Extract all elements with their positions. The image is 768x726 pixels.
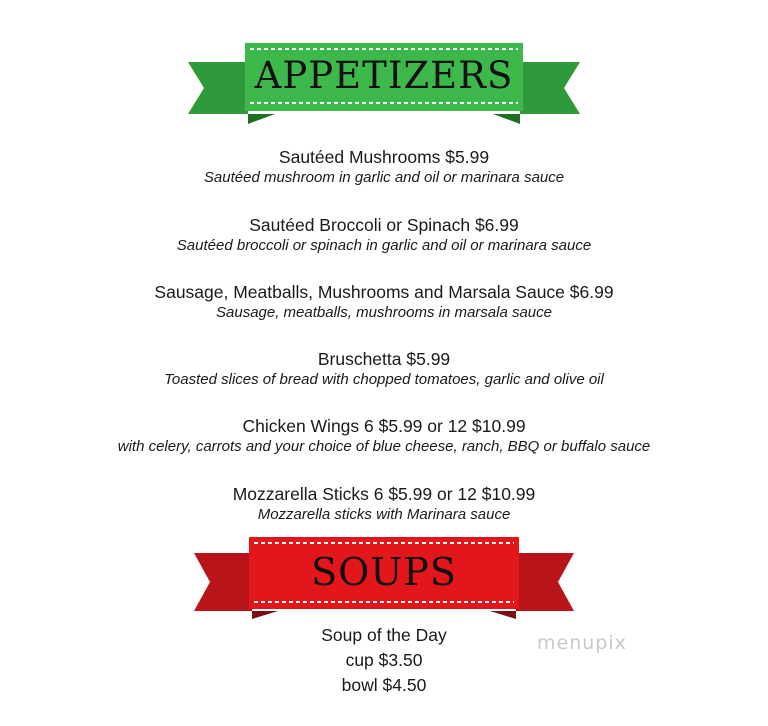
item-description: Sautéed broccoli or spinach in garlic and oil or marinara sauce xyxy=(176,237,592,254)
item-description: Sausage, meatballs, mushrooms in marsala sauce xyxy=(216,304,552,321)
soups-title: SOUPS xyxy=(311,550,457,594)
soup-line: cup $3.50 xyxy=(345,650,423,670)
item-name: Chicken Wings 6 $5.99 or 12 $10.99 xyxy=(242,416,526,436)
soup-line: bowl $4.50 xyxy=(341,675,427,695)
watermark: menupix xyxy=(537,632,627,654)
item-name: Sausage, Meatballs, Mushrooms and Marsala Sauce $6.99 xyxy=(154,282,614,302)
menu-item xyxy=(0,415,768,457)
item-description: Sautéed mushroom in garlic and oil or marinara sauce xyxy=(203,169,565,186)
soup-line: Soup of the Day xyxy=(321,625,447,645)
menu-item xyxy=(0,348,768,390)
item-name: Sautéed Broccoli or Spinach $6.99 xyxy=(249,215,519,235)
item-name: Bruschetta $5.99 xyxy=(317,349,451,369)
item-name: Sautéed Mushrooms $5.99 xyxy=(278,147,490,167)
item-description: Mozzarella sticks with Marinara sauce xyxy=(257,506,511,523)
item-description: with celery, carrots and your choice of blue cheese, ranch, BBQ or buffalo sauce xyxy=(117,438,651,455)
item-name: Mozzarella Sticks 6 $5.99 or 12 $10.99 xyxy=(232,484,536,504)
menu-item xyxy=(0,281,768,323)
appetizers-banner xyxy=(0,40,768,125)
item-description: Toasted slices of bread with chopped tomatoes, garlic and olive oil xyxy=(164,371,604,388)
appetizers-title: APPETIZERS xyxy=(254,54,514,97)
menu-item xyxy=(0,214,768,256)
menu-item xyxy=(0,483,768,525)
soups-banner xyxy=(0,535,768,620)
menu-item xyxy=(0,146,768,188)
